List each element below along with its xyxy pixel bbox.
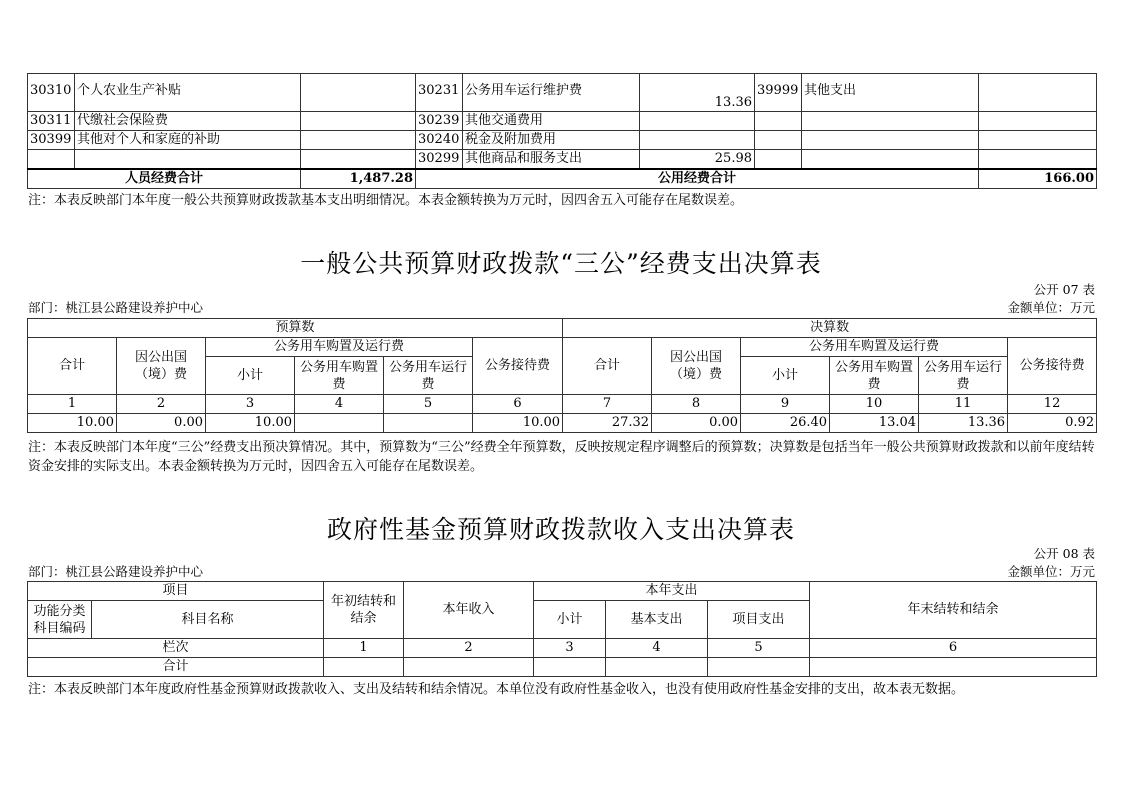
cell: 3 (534, 639, 606, 658)
cell: 12 (1008, 395, 1097, 414)
cell (534, 658, 606, 677)
cell: 代缴社会保险费 (75, 112, 301, 131)
cell (802, 131, 979, 150)
cell (301, 150, 416, 170)
cell (324, 658, 404, 677)
col-label: 栏次 (28, 639, 324, 658)
cell: 30399 (28, 131, 75, 150)
cell: 5 (384, 395, 473, 414)
cell: 公务用车运行维护费 (463, 74, 640, 112)
cell: 5 (708, 639, 810, 658)
cell (755, 150, 802, 170)
total-row (28, 658, 1097, 677)
value-row (28, 414, 1097, 433)
cell (295, 414, 384, 433)
cell: 7 (563, 395, 652, 414)
cell: 30310 (28, 74, 75, 112)
table-row (28, 112, 1097, 131)
cell: 2 (117, 395, 206, 414)
cell: 26.40 (741, 414, 830, 433)
cell: 30299 (416, 150, 463, 170)
col-subtotal: 小计 (741, 357, 830, 395)
cell: 11 (919, 395, 1008, 414)
cell (606, 658, 708, 677)
cell (810, 658, 1097, 677)
cell: 10.00 (473, 414, 563, 433)
col-abroad: 因公出国（境）费 (652, 338, 741, 395)
col-total: 合计 (563, 338, 652, 395)
col-car-group: 公务用车购置及运行费 (206, 338, 473, 357)
three-public-title: 一般公共预算财政拨款“三公”经费支出决算表 (300, 249, 822, 278)
table3-note: 注：本表反映部门本年度政府性基金预算财政拨款收入、支出及结转和结余情况。本单位没有政府性基金收入，也没有使用政府性基金安排的支出，故本表无数据。 (28, 682, 965, 697)
col-car-buy: 公务用车购置费 (295, 357, 384, 395)
table-row (28, 150, 1097, 170)
cell: 39999 (755, 74, 802, 112)
col-project: 项目支出 (708, 601, 810, 639)
table-row (28, 74, 1097, 112)
table-row (28, 131, 1097, 150)
col-car-run: 公务用车运行费 (919, 357, 1008, 395)
cell: 其他对个人和家庭的补助 (75, 131, 301, 150)
cell (802, 150, 979, 170)
cell: 4 (606, 639, 708, 658)
final-header: 决算数 (563, 319, 1097, 338)
cell (404, 658, 534, 677)
cell: 8 (652, 395, 741, 414)
totals-row (28, 169, 1097, 189)
cell (755, 131, 802, 150)
cell: 10.00 (28, 414, 117, 433)
table2-dept: 部门：桃江县公路建设养护中心 (28, 300, 204, 315)
cell: 30231 (416, 74, 463, 112)
table3-code: 公开 08 表 (1033, 546, 1095, 561)
public-total-value: 166.00 (979, 169, 1097, 189)
cell: 30239 (416, 112, 463, 131)
col-car-run: 公务用车运行费 (384, 357, 473, 395)
table3-unit: 金额单位：万元 (1007, 564, 1095, 579)
col-basic: 基本支出 (606, 601, 708, 639)
table2-note: 注：本表反映部门本年度“三公”经费支出预决算情况。其中，预算数为“三公”经费全年预算数，反映按规定程序调整后的预算数；决算数是包括当年一般公共预算财政拨款和以前年度结转资金安排的实际支出。本表金额转换为万元时，因四舍五入可能存在尾数误差。 (28, 440, 1095, 474)
cell: 30240 (416, 131, 463, 150)
cell: 10 (830, 395, 919, 414)
basic-expense-table (27, 73, 1097, 189)
cell (301, 131, 416, 150)
cell: 2 (404, 639, 534, 658)
col-subtotal: 小计 (206, 357, 295, 395)
item-header: 项目 (28, 582, 324, 601)
cell (28, 150, 75, 170)
cell: 27.32 (563, 414, 652, 433)
cell (802, 112, 979, 131)
table-row (28, 582, 1097, 601)
cell: 3 (206, 395, 295, 414)
cell (640, 131, 755, 150)
col-reception: 公务接待费 (473, 338, 563, 395)
cell (384, 414, 473, 433)
cell: 个人农业生产补贴 (75, 74, 301, 112)
cell (301, 74, 416, 112)
cell (75, 150, 301, 170)
cell: 0.00 (117, 414, 206, 433)
col-income: 本年收入 (404, 582, 534, 639)
cell: 13.36 (919, 414, 1008, 433)
cell: 0.92 (1008, 414, 1097, 433)
cell: 其他支出 (802, 74, 979, 112)
col-subject: 科目名称 (92, 601, 324, 639)
cell (979, 74, 1097, 112)
three-public-table (27, 318, 1097, 433)
cell (640, 112, 755, 131)
table2-unit: 金额单位：万元 (1007, 300, 1095, 315)
cell: 6 (473, 395, 563, 414)
cell: 其他商品和服务支出 (463, 150, 640, 170)
fund-table (27, 581, 1097, 677)
col-expense: 本年支出 (534, 582, 810, 601)
col-total: 合计 (28, 338, 117, 395)
cell: 1 (324, 639, 404, 658)
cell: 0.00 (652, 414, 741, 433)
table-row (28, 338, 1097, 357)
cell (708, 658, 810, 677)
cell: 9 (741, 395, 830, 414)
col-abroad: 因公出国（境）费 (117, 338, 206, 395)
total-label: 合计 (28, 658, 324, 677)
personnel-total-label: 人员经费合计 (28, 169, 301, 189)
cell (979, 150, 1097, 170)
cell: 税金及附加费用 (463, 131, 640, 150)
col-subtotal: 小计 (534, 601, 606, 639)
budget-header: 预算数 (28, 319, 563, 338)
cell: 30311 (28, 112, 75, 131)
personnel-total-value: 1,487.28 (301, 169, 416, 189)
number-row (28, 395, 1097, 414)
col-end: 年末结转和结余 (810, 582, 1097, 639)
table3-dept: 部门：桃江县公路建设养护中心 (28, 564, 204, 579)
table1-note: 注：本表反映部门本年度一般公共预算财政拨款基本支出明细情况。本表金额转换为万元时，因四舍五入可能存在尾数误差。 (28, 193, 744, 208)
cell: 6 (810, 639, 1097, 658)
cell (755, 112, 802, 131)
cell (301, 112, 416, 131)
cell: 25.98 (640, 150, 755, 170)
public-total-label: 公用经费合计 (416, 169, 979, 189)
col-begin: 年初结转和结余 (324, 582, 404, 639)
cell (979, 131, 1097, 150)
cell: 13.36 (640, 74, 755, 112)
table-row (28, 319, 1097, 338)
col-func-code: 功能分类科目编码 (28, 601, 92, 639)
cell: 10.00 (206, 414, 295, 433)
table2-code: 公开 07 表 (1033, 282, 1095, 297)
cell: 4 (295, 395, 384, 414)
col-car-buy: 公务用车购置费 (830, 357, 919, 395)
cell: 13.04 (830, 414, 919, 433)
cell: 其他交通费用 (463, 112, 640, 131)
col-car-group: 公务用车购置及运行费 (741, 338, 1008, 357)
cell: 1 (28, 395, 117, 414)
fund-title: 政府性基金预算财政拨款收入支出决算表 (326, 515, 795, 544)
col-reception: 公务接待费 (1008, 338, 1097, 395)
cell (979, 112, 1097, 131)
number-row (28, 639, 1097, 658)
